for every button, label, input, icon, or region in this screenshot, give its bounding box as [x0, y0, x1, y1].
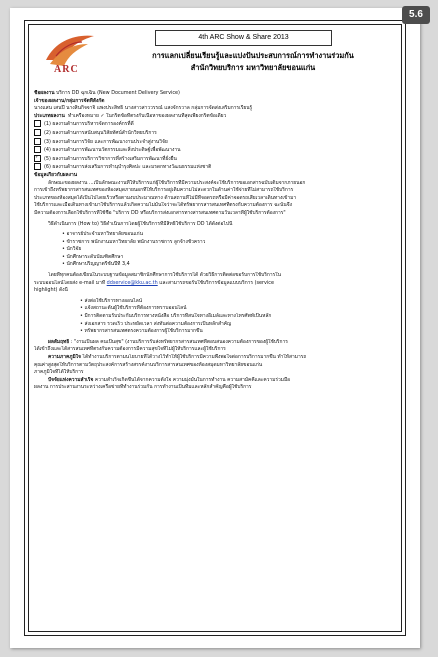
paragraph-line: โดยที่ทุกคนต้องเขียนในระบบฐานข้อมูลสมาชิกนักศึกษาการใช้บริการได้ ด้วยวิธีการติดต่อขอรับการใช้บริการใน: [48, 272, 281, 279]
checkbox-icon[interactable]: [34, 129, 41, 136]
title-line-2: สำนักวิทยบริการ มหาวิทยาลัยขอนแก่น: [190, 63, 316, 72]
checkbox-checked-icon[interactable]: [34, 155, 41, 162]
eligible-item: • นักศึกษาระดับบัณฑิตศึกษา: [62, 253, 124, 260]
logo-text: ARC: [54, 64, 79, 75]
highlight-item: • ทรัพยากรสารสนเทศตรงความต้องการผู้ใช้บริการมากขึ้น: [80, 328, 203, 335]
results-line: ผลสัมฤทธิ์ : "งานเป็นผล คนเป็นสุข" (งานบริการรับส่งทรัพยากรสารสนเทศที่ตอบสนองความต้องการของผู้ใช้บริการ: [48, 338, 288, 345]
title-line-1: การแลกเปลี่ยนเรียนรู้และแบ่งปันประสบการณ์การทำงานร่วมกัน: [152, 51, 354, 60]
work-name-value: บริการ DD ฉุกเฉิน (New Document Delivery Service): [56, 90, 180, 96]
type-row: [34, 113, 399, 121]
work-name-row: [34, 90, 399, 98]
document-body: [34, 90, 399, 392]
type-value: ทำเครื่องหมาย ✓ ในกริตข้อที่ตรงกับเนื้อหาของผลงานที่สุดเพียงกริตข้อเดียว: [67, 112, 227, 119]
eligible-item: • นักศึกษาปริญญาตรีชั้นปีที่ 3,4: [62, 261, 130, 268]
owner-label: เจ้าของผลงาน/กลุ่มการจัดที่สังกัด: [34, 97, 105, 104]
highlight-item: • ส่งต่อใช้บริการทางออนไลน์: [80, 297, 143, 304]
type-label: ประเภทผลงาน: [34, 112, 65, 119]
value-line: คุณค่าสูงสุดให้บริการตามวัตถุประสงค์การสร้างสรรค์งานบริการสารสนเทศของห้องสมุดมหาวิทยาลัยขอนแก่น: [34, 361, 263, 368]
paragraph-line: มีความต้องการเลือกใช้บริการที่ใช้ชื่อ "บริการ DD หรือบริการส่งเอกสารทางสารสนเทศตามวันเวลาที่ผู้ใช้บริการต้องการ": [34, 209, 286, 216]
paragraph-line: การเข้าถึงทรัพยากรสารสนเทศของห้องสมุดภายนอกที่ให้บริการอยู่เดิมความไม่สะดวกในด้านค่าใช้จ่ายที่ไม่สามารถใช้บริการ: [34, 187, 294, 194]
value-line: ภาคภูมิใจที่ได้ให้บริการ: [34, 369, 84, 376]
key-line: ปัจจัยแห่งความสำเร็จ ความสำเร็จเกิดขึ้นได้จากความตั้งใจ ความมุ่งมั่นในการทำงาน ความสามัคคีและความร่วมมือ: [48, 376, 291, 383]
checkbox-icon[interactable]: [34, 120, 41, 127]
email-link[interactable]: ddservice@kku.ac.th: [106, 279, 158, 286]
checkbox-icon[interactable]: [34, 138, 41, 145]
document-page: [10, 8, 420, 648]
results-line: ได้เข้าถึงและได้สารสนเทศที่ตรงกับความต้องการมีความสุขใจที่ไม่ผู้ให้บริการและผู้ใช้บริการ: [34, 346, 226, 353]
checkbox-item[interactable]: (3) ผลงานด้านการวิจัย และการพัฒนางานประจำสู่งานวิจัย: [34, 138, 399, 147]
checkbox-item[interactable]: (2) ผลงานด้านการสนับสนุนวิสัยทัศน์สำนักวิทยบริการ: [34, 129, 399, 138]
checkbox-item[interactable]: ✓(5) ผลงานด้านการบริการวิชาการที่สร้างเสริมการพัฒนาที่ยั่งยืน: [34, 155, 399, 164]
event-title: 4th ARC Show & Share 2013: [155, 30, 332, 46]
checkbox-icon[interactable]: [34, 146, 41, 153]
page-badge: 5.6: [402, 6, 430, 24]
highlight-item: • ส่งเอกสาร รวดเร็ว ประหยัดเวลา ส่งทันต่อความต้องการเป็นหลักสำคัญ: [80, 320, 232, 327]
owner-value: นางแสน เสนปี นางสินกิจจาจิ แพงประสิทธิ์ นางสาวสาววรรณ์ แสงจักรวาล กลุ่มการจัดส่งเสริมการเรียนรู้: [34, 105, 253, 112]
checkbox-item[interactable]: (4) ผลงานด้านการพัฒนานวัตกรรมและสิ่งประดิษฐ์เพื่อพัฒนางาน: [34, 146, 399, 155]
how-to-line: วิธีดำเนินการ (How to) วิธีดำเนินการโดยผู้ใช้บริการที่มีสิทธิ์ใช้บริการ DD ได้ดังต่อไปนี้: [48, 220, 233, 227]
checkbox-item[interactable]: (6) ผลงานด้านการส่งเสริมการทำนุบำรุงศิลปะ และมรดกทางวัฒนธรรมแห่งชาติ: [34, 163, 399, 172]
value-line: ความภาคภูมิใจ ได้ทำงานบริการตามนโยบายที่ได้วางไว้ทำให้ผู้ใช้บริการมีความพึงพอใจต่อการบริการมากขึ้น ทำให้สามารถ: [48, 354, 307, 360]
eligible-item: • ข้าราชการ พนักงานมหาวิทยาลัย พนักงานราชการ ลูกจ้างชั่วคราว: [62, 238, 206, 245]
checkbox-icon[interactable]: [34, 163, 41, 170]
paragraph-line: ประเภทของห้องสมุดได้เป็นไปโดยเร็วหรือตามงบประมาณทาง ด้านสถานที่ไม่มีที่จอดรถหรือมีค่าจอดรถเสียเวลาเดินทางเข้ามา: [34, 194, 297, 201]
paragraph-line: ใช้บริการและเมื่อเดินทางเข้ามาใช้บริการแล้วเกิดความไม่มั่นใจว่าจะได้ทรัพยากรสารสนเทศที่ตรงกับความต้องการ ฉะนั้นจึง: [34, 202, 292, 209]
checkbox-item[interactable]: (1) ผลงานด้านการบริหารจัดการองค์กรที่ดี: [34, 120, 399, 129]
paragraph-line: highlight) ดังนี้: [34, 287, 68, 294]
summary-heading: ข้อมูลเกี่ยวกับผลงาน: [34, 171, 78, 178]
key-line: ผลงาน การประสานงานระหว่างเครือข่ายที่ทำงานร่วมกัน การทำงานเป็นทีมและหลักสำคัญคือผู้ใช้บริการ: [34, 384, 252, 391]
highlight-item: • แจ้งสถานะต้นผู้ใช้บริการที่ต้องการทราบออนไลน์: [80, 305, 187, 312]
work-name-label: ชื่อผลงาน: [34, 90, 55, 96]
highlight-item: • มีการติดตามรับประกันบริการทางหนังสือ บริการที่สนใจทางอีเมล์และทางโทรศัพท์เป็นหลัก: [80, 313, 272, 320]
eligible-item: • อาจารย์ประจำมหาวิทยาลัยขอนแก่น: [62, 231, 143, 238]
paragraph-line: ลักษณะของผลงาน ...เป็นลักษณะงานที่ให้บริการแก่ผู้ใช้บริการที่มีความประสงค์จะใช้บริการขอเอกสารฉบับเต็มจากภายนอก: [48, 179, 306, 186]
eligible-item: • นักวิจัย: [62, 246, 82, 253]
paragraph-line: ระบบออนไลน์โดยส่ง e-mail มาที่ ddservice@kku.ac.th และสามารถขอรับใช้บริการข้อมูลแบบบริการ (service: [34, 279, 275, 286]
